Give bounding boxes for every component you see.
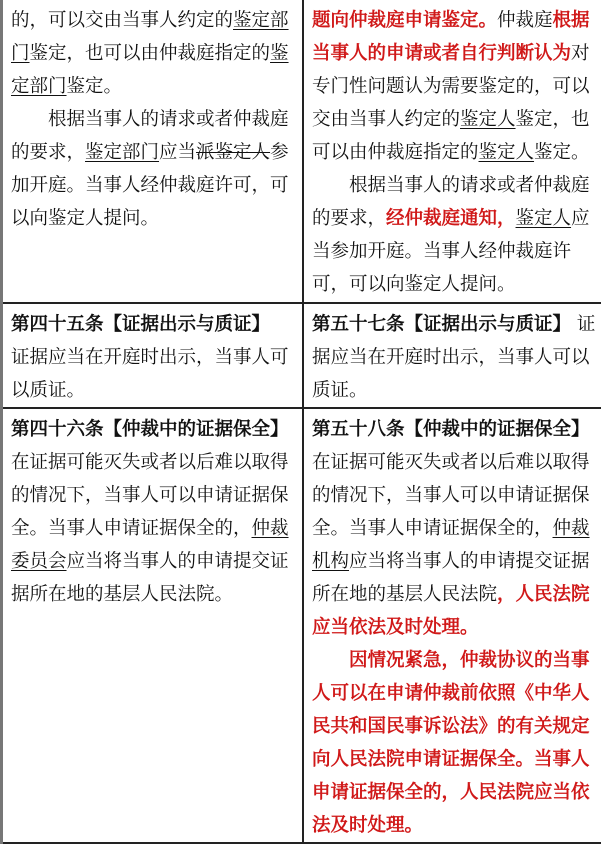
- article-title: 第五十七条【证据出示与质证】: [312, 314, 571, 335]
- added-paragraph: 因情况紧急，仲裁协议的当事人可以在申请仲裁前依照《中华人民共和国民事诉讼法》的有关规定向人民法院申请证据保全。当事人申请证据保全的，人民法院应当依法及时处理。: [312, 644, 596, 842]
- text: 根据当事人的请求或者仲裁庭的要求，: [312, 175, 590, 229]
- text: 参加开庭。当事人经仲裁庭许可，可以向鉴定人提问。: [11, 142, 289, 229]
- paragraph: [11, 308, 294, 407]
- table-row: [2, 0, 601, 303]
- paragraph: [312, 413, 596, 644]
- new-law-cell: [303, 408, 601, 843]
- text: 根据当事人的请求或者仲裁庭的要求，: [11, 109, 289, 163]
- text: 应当将当事人的申请提交证据所在地的基层人民法院: [312, 551, 590, 605]
- text: 鉴定，也可以由仲裁庭指定的: [30, 43, 271, 64]
- added-text: 根据当事人的申请或者自行判断认为: [312, 10, 590, 64]
- underlined-text: 仲裁委员会: [11, 518, 289, 572]
- old-law-cell: [2, 303, 304, 408]
- table-row: [2, 303, 601, 408]
- underlined-text: 仲裁机构: [312, 518, 590, 572]
- article-title: 第四十六条【仲裁中的证据保全】: [11, 419, 289, 440]
- article-title: 第五十八条【仲裁中的证据保全】: [312, 419, 590, 440]
- underlined-text: 鉴定部门: [11, 10, 289, 64]
- text: 应当将当事人的申请提交证据所在地的基层人民法院。: [11, 551, 289, 605]
- new-law-cell: [303, 0, 601, 303]
- paragraph: [11, 413, 294, 611]
- text: 应当: [159, 142, 196, 163]
- paragraph: [11, 4, 294, 103]
- table-row: [2, 408, 601, 843]
- old-law-cell: [2, 408, 304, 843]
- new-law-cell: [303, 303, 601, 408]
- text: 对专门性问题认为需要鉴定的，可以交由当事人约定的: [312, 43, 590, 130]
- underlined-text: 鉴定部门: [85, 142, 159, 163]
- underlined-text: 鉴定人: [516, 208, 572, 229]
- text: 在证据可能灭失或者以后难以取得的情况下，当事人可以申请证据保全。当事人申请证据保全的，: [312, 452, 590, 539]
- paragraph: [11, 103, 294, 235]
- paragraph: [312, 4, 596, 169]
- text: 应当参加开庭。当事人经仲裁庭许可，可以向鉴定人提问。: [312, 208, 590, 295]
- added-text: 经仲裁庭通知，: [386, 208, 516, 229]
- text: 在证据可能灭失或者以后难以取得的情况下，当事人可以申请证据保全。当事人申请证据保全的，: [11, 452, 289, 539]
- text: 的，可以交由当事人约定的: [11, 10, 233, 31]
- struck-text: 派鉴定人: [196, 142, 270, 163]
- underlined-text: 鉴定人: [479, 142, 535, 163]
- paragraph: [312, 169, 596, 301]
- text: 鉴定。: [67, 76, 123, 97]
- underlined-text: 鉴定部门: [11, 43, 289, 97]
- text: 证据应当在开庭时出示，当事人可以质证。: [11, 347, 289, 401]
- added-text: ，人民法院应当依法及时处理。: [312, 584, 590, 638]
- article-title: 第四十五条【证据出示与质证】: [11, 314, 270, 335]
- old-law-cell: [2, 0, 304, 303]
- text: 鉴定，也可以由仲裁庭指定的: [312, 109, 590, 163]
- paragraph: [312, 308, 596, 407]
- added-text: 题向仲裁庭申请鉴定。: [312, 10, 497, 31]
- text: 鉴定。: [534, 142, 590, 163]
- underlined-text: 鉴定人: [460, 109, 516, 130]
- text: 证据应当在开庭时出示，当事人可以质证。: [312, 314, 595, 401]
- text: 仲裁庭: [497, 10, 553, 31]
